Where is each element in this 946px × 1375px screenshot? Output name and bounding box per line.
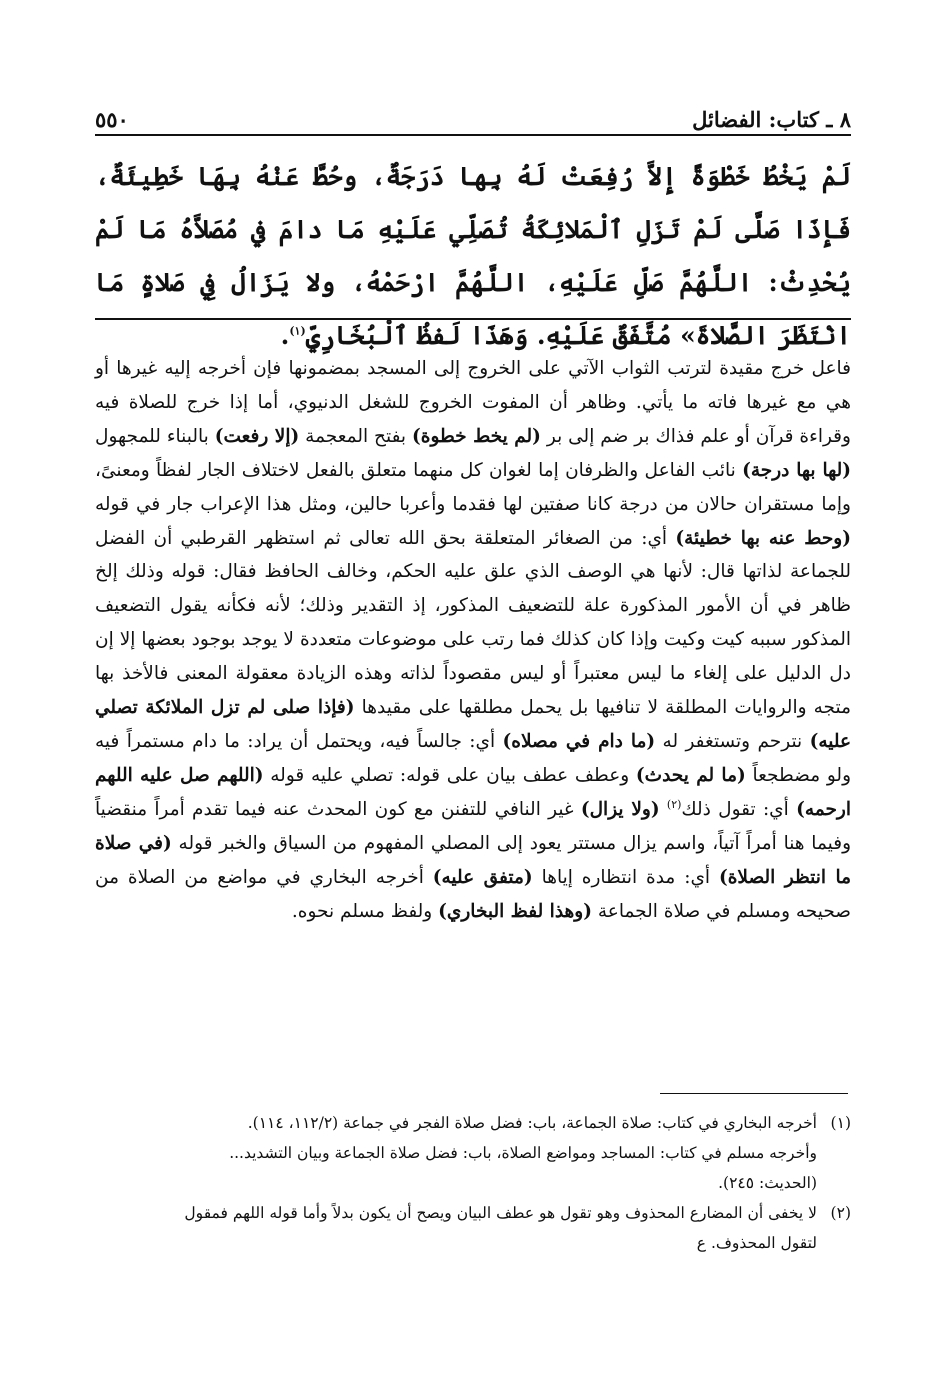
footnote-number: (٢) bbox=[830, 1204, 851, 1222]
commentary-text: أي: جالساً فيه، ويحتمل أن يراد: ما دام مستمراً فيه ولو مضطجعاً bbox=[95, 730, 851, 786]
commentary-text: أي: تقول ذلك bbox=[681, 798, 789, 820]
commentary-text: ولفظ مسلم نحوه. bbox=[291, 900, 433, 922]
quoted-phrase: (وحط عنه بها خطيئة) bbox=[675, 527, 851, 549]
footnotes bbox=[95, 1108, 851, 1258]
header-divider bbox=[95, 134, 851, 136]
quoted-phrase: (في صلاة ما انتظر الصلاة) bbox=[95, 832, 852, 888]
commentary bbox=[95, 352, 851, 928]
quoted-phrase: (فإذا صلى لم تزل الملائكة تصلي عليه) bbox=[95, 697, 851, 752]
quoted-phrase: (اللهم صل عليه اللهم ارحمه) bbox=[95, 764, 851, 820]
page-header bbox=[95, 92, 851, 132]
quoted-phrase: (متفق عليه) bbox=[432, 866, 533, 888]
footnote-line: أخرجه البخاري في كتاب: صلاة الجماعة، باب: فضل صلاة الفجر في جماعة (١١٢/٢، ١١٤). bbox=[247, 1114, 817, 1132]
commentary-text: نترحم وتستغفر له bbox=[662, 730, 803, 752]
hadith-divider bbox=[95, 318, 851, 320]
commentary-text: أي: مدة انتظاره إياها bbox=[541, 866, 711, 888]
footnote-ref-1: (١) bbox=[289, 324, 306, 338]
footnote-2 bbox=[95, 1198, 851, 1258]
footnote-line: لتقول المحذوف. ع bbox=[696, 1234, 817, 1252]
commentary-text: غير النافي للتفنن مع كون المحدث عنه فيما تقدم أمراً منقضياً وفيما هنا أمراً آتياً، واسم يزال مستتر يعود إلى المصلي المفهوم من السياق والخبر قوله bbox=[95, 798, 852, 854]
quoted-phrase: (لم يخط خطوة) bbox=[412, 425, 541, 447]
footnote-line: لا يخفى أن المضارع المحذوف وهو تقول هو عطف البيان ويصح أن يكون بدلاً وأما قوله اللهم فمقول bbox=[184, 1204, 817, 1222]
hadith-text bbox=[95, 150, 851, 362]
footnote-1 bbox=[95, 1108, 851, 1198]
footnote-line: (الحديث: ٢٤٥). bbox=[718, 1174, 817, 1192]
footnote-divider bbox=[660, 1093, 848, 1094]
quoted-phrase: (لها بها درجة) bbox=[742, 459, 851, 481]
commentary-text: بفتح المعجمة bbox=[305, 425, 407, 447]
commentary-text: وعطف عطف بيان على قوله: تصلي عليه قوله bbox=[270, 764, 630, 786]
chapter-title: ٨ ـ كتاب: الفضائل bbox=[692, 107, 851, 132]
quoted-phrase: (ولا يزال) bbox=[580, 798, 660, 820]
footnote-line: وأخرجه مسلم في كتاب: المساجد ومواضع الصلاة، باب: فضل صلاة الجماعة وبيان التشديد... bbox=[229, 1144, 817, 1162]
footnote-number: (١) bbox=[830, 1114, 851, 1132]
commentary-text: نائب الفاعل والظرفان إما لغوان كل منهما متعلق بالفعل لاختلاف الجار لفظاً ومعنىً، وإما مستقران حالان من درجة كانا صفتين لها فقدما وأعربا حالين، ومثل هذا الإعراب جار في قوله bbox=[95, 459, 851, 515]
footnote-ref-2: (٢) bbox=[666, 797, 682, 811]
hadith-body: لَمْ يَخْطُ خَطْوَةً إِلاَّ رُفِعَتْ لَهُ بِها دَرَجَةٌ، وحُطَّ عَنْهُ بِهَا خَطِيئَةٌ، فَإِذَا صَلَّى لَمْ تَزَلِ ٱلْمَلائِكَةُ تُصَلِّي عَلَيْهِ مَا دامَ في مُصَلاَّهُ مَا لَمْ يُحْدِثْ: اللَّهُمَّ صَلِّ عَلَيْهِ، اللَّهُمَّ ارْحَمْهُ، ولا يَزَالُ فِي صَلاةٍ مَا انْتَظَرَ الصَّلاةَ» مُتَّفَقٌ عَلَيْهِ. وَهَذَا لَفظُ ٱلْبُخَارِيِّ bbox=[95, 162, 851, 350]
quoted-phrase: (ما دام في مصلاه) bbox=[502, 730, 656, 752]
commentary-paragraph bbox=[95, 352, 851, 928]
quoted-phrase: (ما لم يحدث) bbox=[635, 764, 746, 786]
quoted-phrase: (إلا رفعت) bbox=[214, 425, 300, 447]
commentary-text: أخرجه البخاري في مواضع من الصلاة من صحيحه ومسلم في صلاة الجماعة bbox=[95, 866, 851, 922]
hadith-end: . bbox=[280, 321, 290, 350]
commentary-text: فاعل خرج مقيدة لترتب الثواب الآتي على الخروج إلى المسجد بمضمونها فإن أخرجه إليه غيرها أو هي مع غيرها فاته ما يأتي. وظاهر أن المفوت الخروج للشغل الدنيوي، أما إذا خرج للصلاة فيه وقراءة قرآن أو علم فذاك بر ضم إلى بر bbox=[95, 358, 851, 447]
page-number: ٥٥٠ bbox=[95, 107, 129, 132]
commentary-text: بالبناء للمجهول bbox=[95, 425, 209, 447]
commentary-text: أي: من الصغائر المتعلقة بحق الله تعالى ثم استظهر القرطبي أن الفضل للجماعة لذاتها قال: لأنها هي الوصف الذي علق عليه الحكم، وخالف الحافظ فقال: قوله وذلك إلخ ظاهر في أن الأمور المذكورة علة للتضعيف المذكور، إذ التقدير وذلك؛ لأنه فكأنه يقول التضعيف المذكور سببه كيت وكيت وإذا كان كذلك فما رتب على موضوعات متعددة لا يوجد بوجود بعضها إلا إن دل الدليل على إلغاء ما ليس معتبراً أو ليس مقصوداً لذاته وهذه الزيادة معقولة المعنى فالأخذ بها متجه والروايات المطلقة لا تنافيها بل يحمل مطلقها على مقيدها bbox=[95, 527, 851, 719]
quoted-phrase: (وهذا لفظ البخاري) bbox=[438, 900, 592, 922]
